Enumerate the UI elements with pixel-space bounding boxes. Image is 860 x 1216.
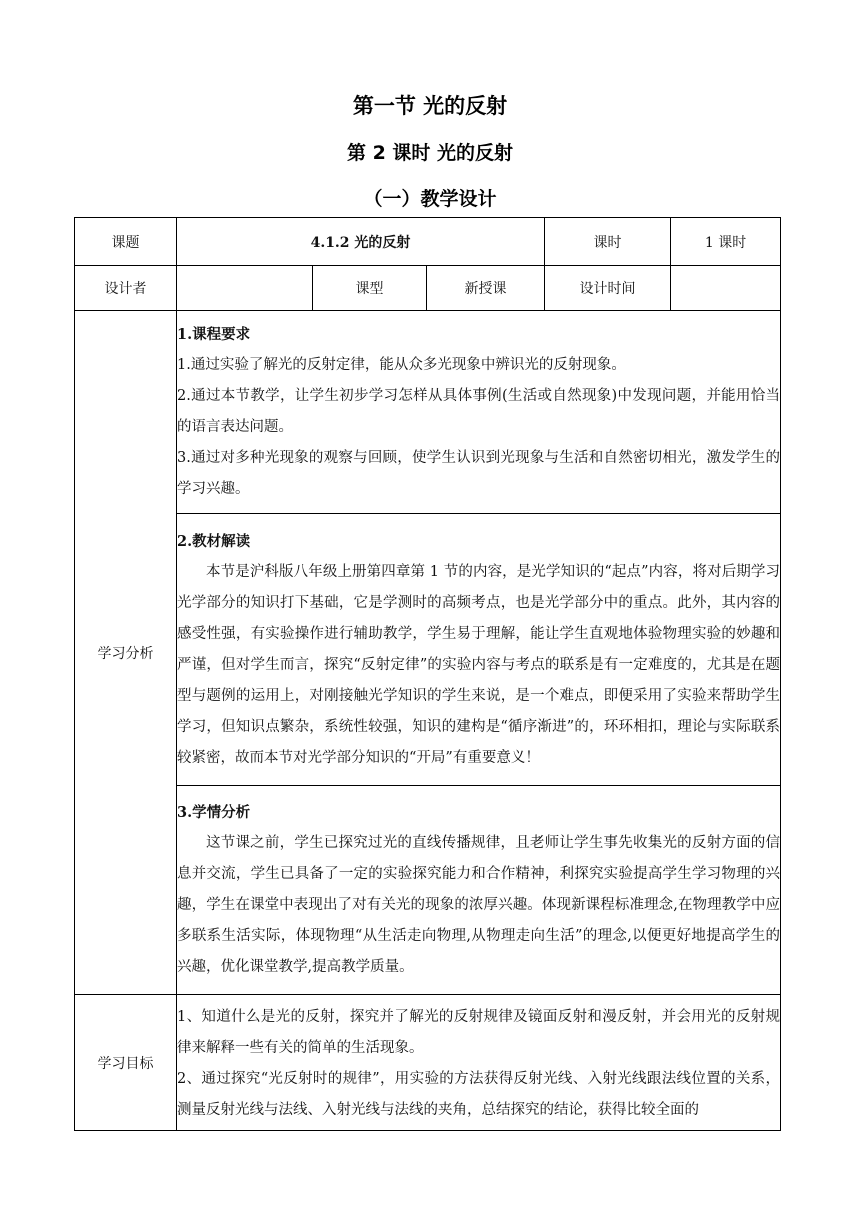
hours-label: 课时: [545, 218, 671, 266]
students-cell: [177, 786, 781, 995]
objective-item: 1、知道什么是光的反射，探究并了解光的反射规律及镜面反射和漫反射，并会用光的反射规律来解释一些有关的简单的生活现象。: [177, 1009, 781, 1056]
type-label: 课型: [313, 266, 427, 311]
hours-value: 1 课时: [671, 218, 781, 266]
course-requirement-item: 1.通过实验了解光的反射定律，能从众多光现象中辨识光的反射现象。: [177, 357, 626, 373]
students-paragraph: 这节课之前，学生已探究过光的直线传播规律，且老师让学生事先收集光的反射方面的信息并交流，学生已具备了一定的实验探究能力和合作精神，利探究实验提高学生学习物理的兴趣，学生在课堂中表现出了对有关光的现象的浓厚兴趣。体现新课程标准理念,在物理教学中应多联系生活实际，体现物理“从生活走向物理,从物理走向生活”的理念,以便更好地提高学生的兴趣，优化课堂教学,提高教学质量。: [177, 835, 781, 975]
course-requirements-row: [75, 311, 781, 514]
designer-label: 设计者: [75, 266, 177, 311]
topic-value: 4.1.2 光的反射: [177, 218, 545, 266]
objectives-row: [75, 995, 781, 1131]
topic-row: [75, 218, 781, 266]
design-time-label: 设计时间: [545, 266, 671, 311]
textbook-row: [75, 514, 781, 786]
objective-item: 2、通过探究“光反射时的规律”，用实验的方法获得反射光线、入射光线跟法线位置的关系，测量反射光线与法线、入射光线与法线的夹角，总结探究的结论，获得比较全面的: [177, 1071, 781, 1118]
course-requirements-heading: 1.课程要求: [177, 326, 251, 343]
part-title: （一）教学设计: [363, 188, 497, 210]
designer-row: [75, 266, 781, 311]
analysis-label: 学习分析: [75, 311, 177, 995]
course-requirement-item: 2.通过本节教学，让学生初步学习怎样从具体事例(生活或自然现象)中发现问题，并能用恰当的语言表达问题。: [177, 388, 781, 435]
textbook-cell: [177, 514, 781, 786]
lesson-title: 第 2 课时 光的反射: [346, 142, 514, 164]
type-value: 新授课: [427, 266, 545, 311]
textbook-heading: 2.教材解读: [177, 532, 251, 550]
section-title: 第一节 光的反射: [352, 94, 508, 118]
course-requirements-cell: [177, 311, 781, 514]
textbook-paragraph: 本节是沪科版八年级上册第四章第 1 节的内容，是光学知识的“起点”内容，将对后期学习光学部分的知识打下基础，它是学测时的高频考点，也是光学部分中的重点。此外，其内容的感受性强，有实验操作进行辅助教学，学生易于理解，能让学生直观地体验物理实验的妙趣和严谨，但对学生而言，探究“反射定律”的实验内容与考点的联系是有一定难度的，尤其是在题型与题例的运用上，对刚接触光学知识的学生来说，是一个难点，即便采用了实验来帮助学生学习，但知识点繁杂，系统性较强，知识的建构是“循序渐进”的，环环相扣，理论与实际联系较紧密，故而本节对光学部分知识的“开局”有重要意义！: [177, 563, 781, 766]
topic-label: 课题: [75, 218, 177, 266]
designer-value: [177, 266, 313, 311]
course-requirement-item: 3.通过对多种光现象的观察与回顾，使学生认识到光现象与生活和自然密切相光，激发学生的学习兴趣。: [177, 450, 781, 497]
students-row: [75, 786, 781, 995]
students-heading: 3.学情分析: [177, 804, 251, 821]
design-time-value: [671, 266, 781, 311]
objectives-cell: [177, 995, 781, 1131]
lesson-design-table: [74, 217, 781, 1131]
objectives-label: 学习目标: [75, 995, 177, 1131]
